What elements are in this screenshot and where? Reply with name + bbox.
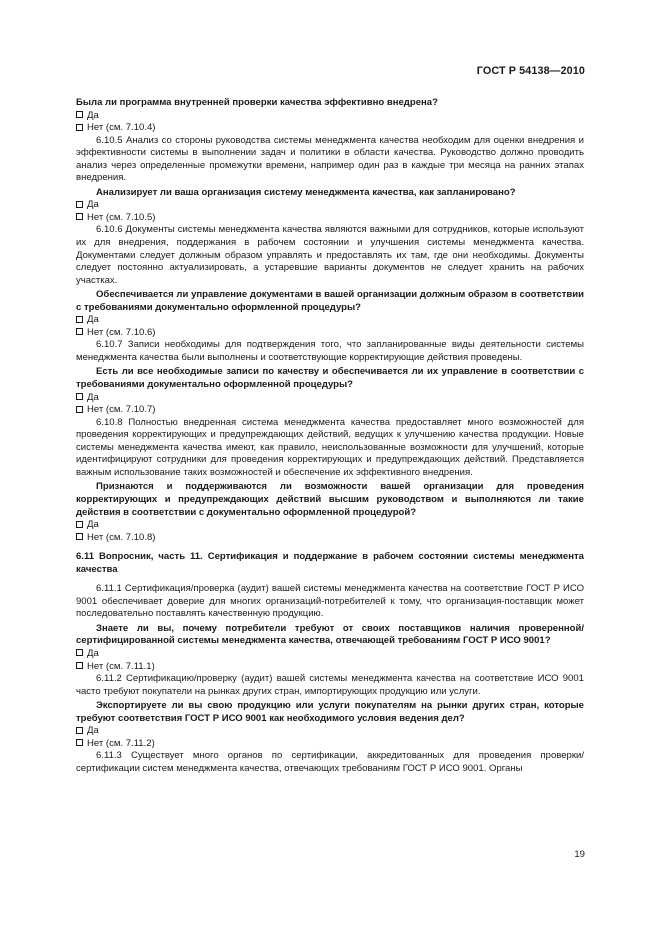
checkbox-icon xyxy=(76,649,83,656)
checkbox-icon xyxy=(76,406,83,413)
checkbox-icon xyxy=(76,328,83,335)
checkbox-option-yes[interactable]: Да xyxy=(76,314,584,327)
paragraph-6-11-2: 6.11.2 Сертификацию/проверку (аудит) вашей системы менеджмента качества на соответствие ИСО 9001 часто требуют покупатели на рынках других стран, импортирующих продукцию или услуги. xyxy=(76,673,584,697)
standard-header: ГОСТ Р 54138—2010 xyxy=(476,65,585,77)
checkbox-option-no[interactable]: Нет (см. 7.10.6) xyxy=(76,327,584,340)
checkbox-icon xyxy=(76,521,83,528)
question-5: Признаются и поддерживаются ли возможности вашей организации для проведения корректирующих и предупреждающих действий высшим руководством и выполняются ли такие действия в соответствии с документально оформленной процедурой? xyxy=(76,481,584,518)
checkbox-option-no[interactable]: Нет (см. 7.10.8) xyxy=(76,532,584,545)
paragraph-6-10-6: 6.10.6 Документы системы менеджмента качества являются важными для сотрудников, которые используют их для внедрения, поддержания в рабочем состоянии и улучшения системы менеджмента качества. Документами следует должным образом управлять и предоставлять их там, где они необходимы. Документы следует постоянно актуализировать, а устаревшие варианты документов не следует хранить на рабочих участках. xyxy=(76,224,584,286)
checkbox-option-no[interactable]: Нет (см. 7.10.7) xyxy=(76,404,584,417)
checkbox-icon xyxy=(76,213,83,220)
question-6: Знаете ли вы, почему потребители требуют от своих поставщиков наличия проверенной/сертифицированной системы менеджмента качества, отвечающей требованиям ГОСТ Р ИСО 9001? xyxy=(76,622,584,647)
checkbox-option-yes[interactable]: Да xyxy=(76,648,584,661)
question-7: Экспортируете ли вы свою продукцию или услуги покупателям на рынки других стран, которые требуют соответствия ГОСТ Р ИСО 9001 как необходимого условия ведения дел? xyxy=(76,700,584,724)
checkbox-option-yes[interactable]: Да xyxy=(76,110,584,123)
checkbox-option-yes[interactable]: Да xyxy=(76,392,584,405)
question-3: Обеспечивается ли управление документами в вашей организации должным образом в соответствии с требованиями документально оформленной процедуры? xyxy=(76,289,584,313)
document-body xyxy=(76,95,584,775)
question-1: Была ли программа внутренней проверки качества эффективно внедрена? xyxy=(76,97,438,108)
checkbox-option-yes[interactable]: Да xyxy=(76,199,584,212)
checkbox-option-no[interactable]: Нет (см. 7.11.1) xyxy=(76,661,584,674)
checkbox-icon xyxy=(76,316,83,323)
checkbox-option-yes[interactable]: Да xyxy=(76,519,584,532)
page-number: 19 xyxy=(574,849,585,860)
question-4: Есть ли все необходимые записи по качеству и обеспечивается ли их управление в соответствии с требованиями документально оформленной процедуры? xyxy=(76,366,584,391)
checkbox-option-no[interactable]: Нет (см. 7.11.2) xyxy=(76,738,584,751)
section-heading-6-11: 6.11 Вопросник, часть 11. Сертификация и поддержание в рабочем состоянии системы менеджмента качества xyxy=(76,551,584,575)
checkbox-icon xyxy=(76,393,83,400)
paragraph-6-10-7: 6.10.7 Записи необходимы для подтверждения того, что запланированные виды деятельности системы менеджмента качества были выполнены и соответствующие корректирующие действия проведены. xyxy=(76,339,584,363)
paragraph-6-11-1: 6.11.1 Сертификация/проверка (аудит) вашей системы менеджмента качества на соответствие ГОСТ Р ИСО 9001 обеспечивает доверие для многих организаций-потребителей к тому, что организация-поставщик может последовательно поставлять качественную продукцию. xyxy=(76,583,584,620)
question-2: Анализирует ли ваша организация систему менеджмента качества, как запланировано? xyxy=(96,186,516,198)
checkbox-icon xyxy=(76,739,83,746)
checkbox-icon xyxy=(76,201,83,208)
checkbox-icon xyxy=(76,533,83,540)
checkbox-icon xyxy=(76,124,83,131)
checkbox-icon xyxy=(76,662,83,669)
paragraph-6-10-5: 6.10.5 Анализ со стороны руководства системы менеджмента качества необходим для оценки внедрения и эффективности системы в выполнении задач и политики в области качества. Руководство должно проводить анализ через определенные промежутки времени, например один раз в каждые три месяца на ранних этапах внедрения. xyxy=(76,134,584,184)
checkbox-option-yes[interactable]: Да xyxy=(76,725,584,738)
checkbox-option-no[interactable]: Нет (см. 7.10.5) xyxy=(76,212,584,225)
checkbox-icon xyxy=(76,727,83,734)
checkbox-option-no[interactable]: Нет (см. 7.10.4) xyxy=(76,122,584,135)
paragraph-6-11-3: 6.11.3 Существует много органов по сертификации, аккредитованных для проведения проверки/сертификации систем менеджмента качества, отвечающих требованиям ГОСТ Р ИСО 9001. Органы xyxy=(76,750,584,774)
paragraph-6-10-8: 6.10.8 Полностью внедренная система менеджмента качества предоставляет много возможностей для проведения корректирующих и предупреждающих действий, ведущих к улучшению качества продукции. Новые системы менеджмента качества имеют, как правило, неиспользованные возможности для улучшений, которые идентифицируют сотрудники для проведения корректирующих и предупреждающих действий. Представляется важным использование таких возможностей и обеспечение их эффективного внедрения. xyxy=(76,416,584,478)
checkbox-icon xyxy=(76,111,83,118)
